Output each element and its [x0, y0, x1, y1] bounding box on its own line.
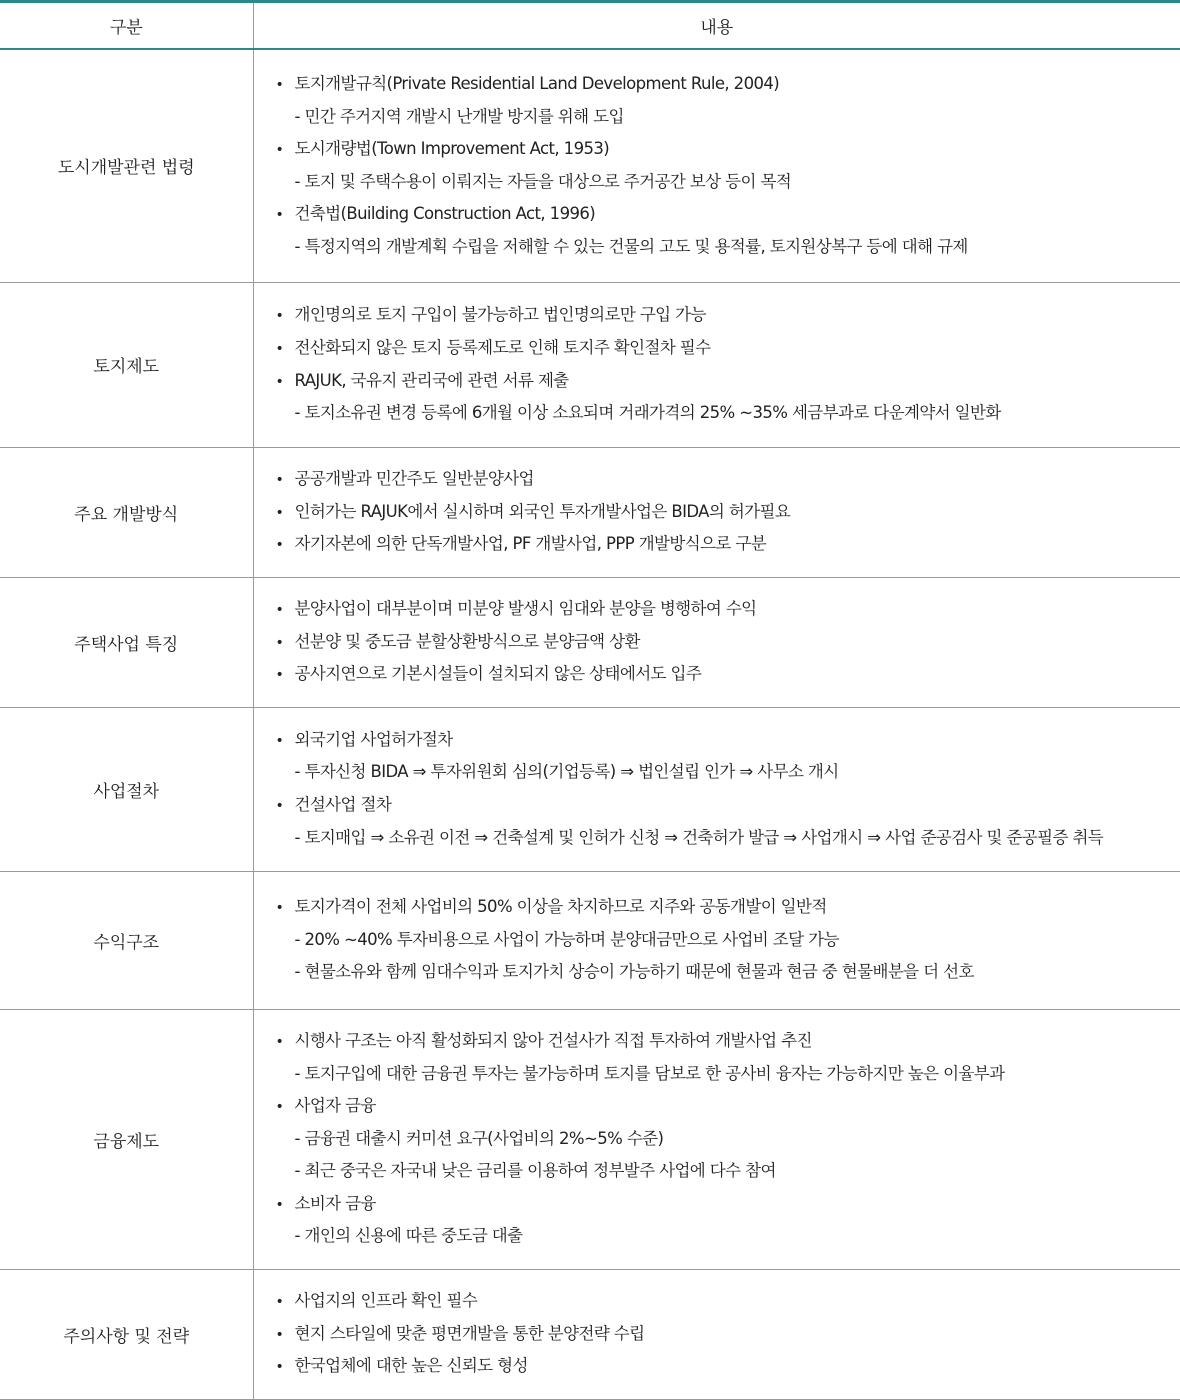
row-content	[253, 282, 1180, 447]
bullet-item	[276, 332, 1180, 365]
bullet-icon: •	[275, 602, 284, 619]
row-category: 수익구조	[0, 871, 253, 1009]
line-text: 한국업체에 대한 높은 신뢰도 형성	[294, 1356, 528, 1376]
header-content: 내용	[253, 2, 1180, 50]
sub-item	[276, 1155, 1180, 1188]
bullet-item	[276, 626, 1180, 659]
bullet-item	[276, 658, 1180, 691]
content-lines	[254, 891, 1180, 989]
bullet-icon: •	[275, 1196, 284, 1213]
table-row	[0, 1269, 1180, 1399]
bullet-icon: •	[275, 1326, 284, 1343]
line-text: 사업지의 인프라 확인 필수	[294, 1291, 478, 1311]
bullet-item	[276, 528, 1180, 561]
line-text: 도시개량법(Town Improvement Act, 1953)	[294, 139, 610, 159]
sub-item	[276, 1058, 1180, 1091]
line-text: RAJUK, 국유지 관리국에 관련 서류 제출	[294, 370, 569, 390]
line-text: - 투자신청 BIDA ⇒ 투자위원회 심의(기업등록) ⇒ 법인설립 인가 ⇒ 사무소 개시	[294, 762, 839, 782]
row-content	[253, 447, 1180, 577]
sub-item	[276, 231, 1180, 264]
bullet-icon: •	[275, 900, 284, 917]
line-text: 건설사업 절차	[294, 795, 392, 814]
bullet-item	[276, 133, 1180, 166]
sub-item	[276, 397, 1180, 430]
line-text: 전산화되지 않은 토지 등록제도로 인해 토지주 확인절차 필수	[294, 337, 711, 357]
bullet-item	[276, 1188, 1180, 1221]
bullet-item	[276, 1025, 1180, 1058]
content-lines	[254, 1285, 1180, 1383]
bullet-item	[276, 365, 1180, 398]
bullet-icon: •	[275, 340, 284, 357]
content-lines	[254, 593, 1180, 691]
bullet-icon: •	[275, 1294, 284, 1311]
table-row	[0, 577, 1180, 707]
sub-item	[276, 166, 1180, 199]
bullet-item	[276, 1285, 1180, 1318]
row-category: 주택사업 특징	[0, 577, 253, 707]
line-text: 공사지연으로 기본시설들이 설치되지 않은 상태에서도 입주	[294, 664, 702, 684]
content-lines	[254, 463, 1180, 561]
table-row	[0, 871, 1180, 1009]
row-content	[253, 577, 1180, 707]
content-lines	[254, 68, 1180, 264]
bullet-item	[276, 68, 1180, 101]
table-row	[0, 282, 1180, 447]
row-category: 도시개발관련 법령	[0, 49, 253, 282]
bullet-icon: •	[275, 76, 284, 93]
sub-item	[276, 1220, 1180, 1253]
bullet-icon: •	[275, 207, 284, 224]
line-text: 현지 스타일에 맞춘 평면개발을 통한 분양전략 수립	[294, 1323, 645, 1343]
bullet-icon: •	[275, 1359, 284, 1376]
line-text: - 특정지역의 개발계획 수립을 저해할 수 있는 건물의 고도 및 용적률, 토지원상복구 등에 대해 규제	[294, 236, 968, 256]
content-lines	[254, 1025, 1180, 1253]
bullet-item	[276, 1090, 1180, 1123]
line-text: 건축법(Building Construction Act, 1996)	[294, 204, 596, 224]
line-text: 개인명의로 토지 구입이 불가능하고 법인명의로만 구입 가능	[294, 305, 706, 325]
bullet-item	[276, 463, 1180, 496]
line-text: - 20% ∼40% 투자비용으로 사업이 가능하며 분양대금만으로 사업비 조달 가능	[294, 929, 839, 949]
sub-item	[276, 956, 1180, 989]
line-text: - 토지 및 주택수용이 이뤄지는 자들을 대상으로 주거공간 보상 등이 목적	[294, 171, 792, 191]
line-text: - 개인의 신용에 따른 중도금 대출	[294, 1226, 523, 1246]
bullet-item	[276, 789, 1180, 822]
bullet-icon: •	[275, 667, 284, 684]
line-text: - 최근 중국은 자국내 낮은 금리를 이용하여 정부발주 사업에 다수 참여	[294, 1161, 776, 1181]
sub-item	[276, 101, 1180, 134]
line-text: 분양사업이 대부분이며 미분양 발생시 임대와 분양을 병행하여 수익	[294, 599, 757, 619]
line-text: 외국기업 사업허가절차	[294, 729, 453, 749]
row-category: 금융제도	[0, 1009, 253, 1269]
bullet-icon: •	[275, 504, 284, 521]
line-text: 시행사 구조는 아직 활성화되지 않아 건설사가 직접 투자하여 개발사업 추진	[294, 1030, 812, 1050]
bullet-icon: •	[275, 798, 284, 814]
bullet-icon: •	[275, 537, 284, 554]
table-body	[0, 49, 1180, 1399]
line-text: 선분양 및 중도금 분할상환방식으로 분양금액 상환	[294, 631, 640, 651]
bullet-item	[276, 891, 1180, 924]
row-content	[253, 707, 1180, 871]
table-row	[0, 1009, 1180, 1269]
table-row	[0, 707, 1180, 871]
row-category: 주요 개발방식	[0, 447, 253, 577]
row-content	[253, 1269, 1180, 1399]
line-text: - 민간 주거지역 개발시 난개발 방지를 위해 도입	[294, 106, 624, 126]
bullet-item	[276, 1318, 1180, 1351]
row-content	[253, 1009, 1180, 1269]
bullet-icon: •	[275, 308, 284, 325]
header-category: 구분	[0, 2, 253, 50]
line-text: - 토지소유권 변경 등록에 6개월 이상 소요되며 거래가격의 25% ∼35% 세금부과로 다운계약서 일반화	[294, 403, 1001, 423]
line-text: - 토지구입에 대한 금융권 투자는 불가능하며 토지를 담보로 한 공사비 융자는 가능하지만 높은 이율부과	[294, 1063, 1005, 1083]
line-text: 사업자 금융	[294, 1096, 376, 1116]
table-row	[0, 49, 1180, 282]
content-lines	[254, 724, 1180, 854]
line-text: 토지가격이 전체 사업비의 50% 이상을 차지하므로 지주와 공동개발이 일반적	[294, 897, 827, 917]
bullet-item	[276, 1350, 1180, 1383]
bullet-icon: •	[275, 732, 284, 749]
line-text: 자기자본에 의한 단독개발사업, PF 개발사업, PPP 개발방식으로 구분	[294, 534, 767, 554]
bullet-icon: •	[275, 1033, 284, 1050]
table-header-row	[0, 2, 1180, 50]
line-text: - 현물소유와 함께 임대수익과 토지가치 상승이 가능하기 때문에 현물과 현금 중 현물배분을 더 선호	[294, 962, 974, 982]
bullet-icon: •	[275, 634, 284, 651]
row-category: 토지제도	[0, 282, 253, 447]
line-text: 소비자 금융	[294, 1193, 376, 1213]
bullet-icon: •	[275, 373, 284, 390]
bullet-item	[276, 299, 1180, 332]
line-text: 인허가는 RAJUK에서 실시하며 외국인 투자개발사업은 BIDA의 허가필요	[294, 501, 791, 521]
line-text: 공공개발과 민간주도 일반분양사업	[294, 469, 534, 489]
table-row	[0, 447, 1180, 577]
sub-item	[276, 924, 1180, 957]
row-content	[253, 49, 1180, 282]
row-category: 주의사항 및 전략	[0, 1269, 253, 1399]
sub-item	[276, 1123, 1180, 1156]
line-text: 토지개발규칙(Private Residential Land Development Rule, 2004)	[294, 73, 780, 93]
row-content	[253, 871, 1180, 1009]
bullet-icon: •	[275, 1099, 284, 1116]
bullet-item	[276, 593, 1180, 626]
bullet-icon: •	[275, 472, 284, 489]
content-lines	[254, 299, 1180, 429]
sub-item	[276, 756, 1180, 789]
row-category: 사업절차	[0, 707, 253, 871]
bullet-item	[276, 198, 1180, 231]
line-text: - 금융권 대출시 커미션 요구(사업비의 2%∼5% 수준)	[294, 1128, 664, 1148]
line-text: - 토지매입 ⇒ 소유권 이전 ⇒ 건축설계 및 인허가 신청 ⇒ 건축허가 발급 ⇒ 사업개시 ⇒ 사업 준공검사 및 준공필증 취득	[294, 827, 1104, 847]
bullet-item	[276, 496, 1180, 529]
sub-item	[276, 822, 1180, 855]
bullet-icon: •	[275, 142, 284, 159]
bullet-item	[276, 724, 1180, 757]
